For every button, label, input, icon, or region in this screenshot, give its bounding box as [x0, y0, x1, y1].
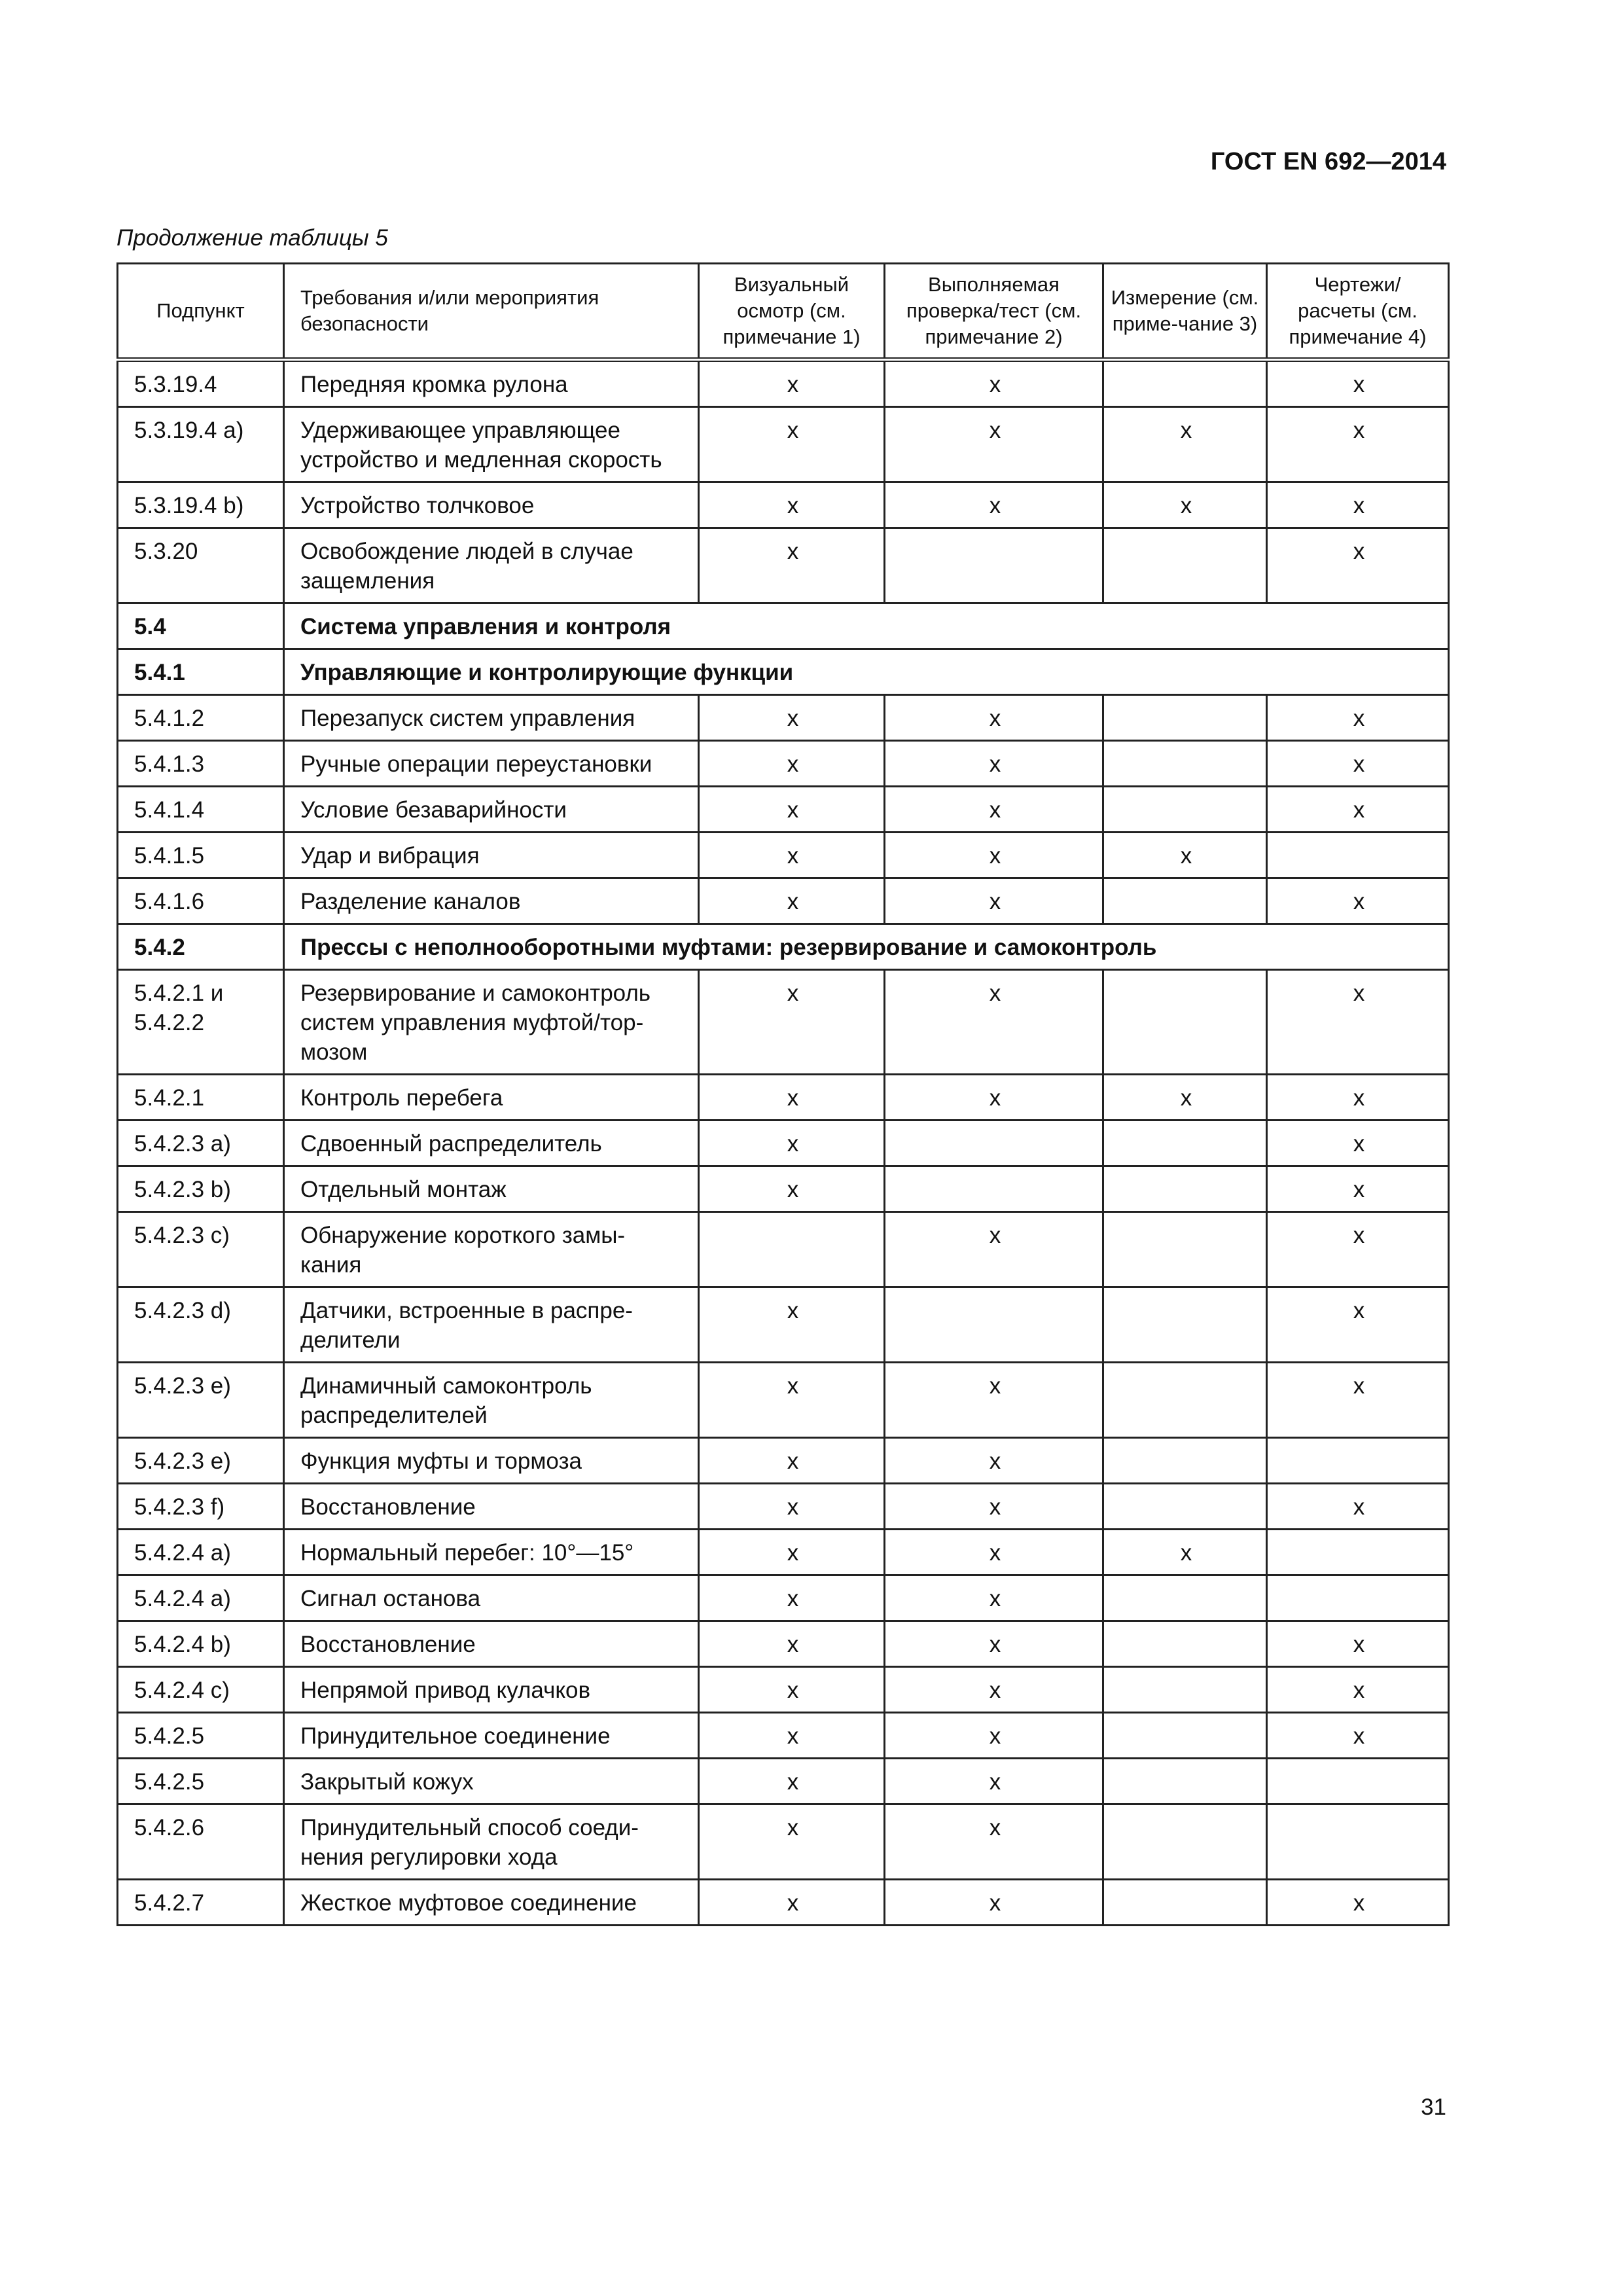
clause-cell: 5.4.2.3 f)	[118, 1484, 284, 1530]
mark-cell	[1267, 1530, 1449, 1575]
mark-cell	[1103, 695, 1267, 741]
table-row	[118, 878, 1449, 924]
mark-cell	[1267, 1804, 1449, 1880]
mark-cell	[1103, 1166, 1267, 1212]
mark-cell: x	[885, 878, 1103, 924]
section-row	[118, 603, 1449, 649]
requirement-cell: Перезапуск систем управления	[284, 695, 699, 741]
requirement-cell: Управляющие и контролирующие функции	[284, 649, 1449, 695]
table-row	[118, 1759, 1449, 1804]
table-row	[118, 695, 1449, 741]
requirement-cell: Устройство толчковое	[284, 482, 699, 528]
requirement-cell: Динамичный самоконтроль распределителей	[284, 1363, 699, 1438]
clause-cell: 5.4.2.3 e)	[118, 1363, 284, 1438]
mark-cell: x	[1267, 1880, 1449, 1926]
mark-cell	[1267, 833, 1449, 878]
mark-cell: x	[699, 360, 885, 407]
mark-cell: x	[885, 1438, 1103, 1484]
mark-cell: x	[1103, 482, 1267, 528]
clause-cell: 5.4.2.3 a)	[118, 1121, 284, 1166]
mark-cell	[699, 1212, 885, 1287]
clause-cell: 5.4.2.1	[118, 1075, 284, 1121]
clause-cell: 5.4.2	[118, 924, 284, 970]
mark-cell	[885, 1121, 1103, 1166]
requirement-cell: Ручные операции переустановки	[284, 741, 699, 787]
mark-cell	[1103, 970, 1267, 1075]
clause-cell: 5.4.1	[118, 649, 284, 695]
mark-cell: x	[699, 1575, 885, 1621]
requirement-cell: Отдельный монтаж	[284, 1166, 699, 1212]
mark-cell	[1103, 1121, 1267, 1166]
requirement-cell: Закрытый кожух	[284, 1759, 699, 1804]
table-row	[118, 1166, 1449, 1212]
mark-cell: x	[699, 1484, 885, 1530]
column-header-visual-inspection: Визуальный осмотр (см. примечание 1)	[699, 264, 885, 360]
requirement-cell: Разделение каналов	[284, 878, 699, 924]
clause-cell: 5.3.19.4 a)	[118, 407, 284, 482]
table-row	[118, 833, 1449, 878]
mark-cell: x	[885, 1667, 1103, 1713]
mark-cell: x	[1103, 1075, 1267, 1121]
table-row	[118, 528, 1449, 603]
mark-cell	[1267, 1575, 1449, 1621]
requirement-cell: Принудительное соединение	[284, 1713, 699, 1759]
table-row	[118, 787, 1449, 833]
clause-cell: 5.4.1.2	[118, 695, 284, 741]
mark-cell	[885, 1166, 1103, 1212]
mark-cell: x	[1267, 360, 1449, 407]
mark-cell: x	[1267, 482, 1449, 528]
mark-cell: x	[699, 1166, 885, 1212]
table-body	[118, 360, 1449, 1926]
requirement-cell: Непрямой привод кулачков	[284, 1667, 699, 1713]
mark-cell: x	[699, 878, 885, 924]
mark-cell: x	[699, 1363, 885, 1438]
table-row	[118, 1484, 1449, 1530]
requirement-cell: Резервирование и самоконтроль систем управления муфтой/тор-мозом	[284, 970, 699, 1075]
clause-cell: 5.3.19.4 b)	[118, 482, 284, 528]
clause-cell: 5.3.20	[118, 528, 284, 603]
clause-cell: 5.4.1.4	[118, 787, 284, 833]
requirement-cell: Функция муфты и тормоза	[284, 1438, 699, 1484]
column-header-drawings: Чертежи/ расчеты (см. примечание 4)	[1267, 264, 1449, 360]
mark-cell: x	[699, 407, 885, 482]
mark-cell: x	[1267, 1166, 1449, 1212]
clause-cell: 5.3.19.4	[118, 360, 284, 407]
clause-cell: 5.4.2.4 a)	[118, 1530, 284, 1575]
mark-cell: x	[885, 1212, 1103, 1287]
mark-cell: x	[885, 482, 1103, 528]
mark-cell	[1103, 741, 1267, 787]
table-row	[118, 1713, 1449, 1759]
mark-cell	[1103, 360, 1267, 407]
mark-cell: x	[1267, 1484, 1449, 1530]
mark-cell: x	[699, 787, 885, 833]
clause-cell: 5.4.2.4 b)	[118, 1621, 284, 1667]
table-caption: Продолжение таблицы 5	[116, 225, 388, 251]
mark-cell	[1103, 1287, 1267, 1363]
requirement-cell: Условие безаварийности	[284, 787, 699, 833]
mark-cell	[1103, 1575, 1267, 1621]
mark-cell: x	[1267, 741, 1449, 787]
mark-cell: x	[885, 787, 1103, 833]
mark-cell	[1103, 1804, 1267, 1880]
clause-cell: 5.4.1.3	[118, 741, 284, 787]
clause-cell: 5.4.2.6	[118, 1804, 284, 1880]
section-row	[118, 924, 1449, 970]
section-row	[118, 649, 1449, 695]
table-row	[118, 360, 1449, 407]
table-row	[118, 1121, 1449, 1166]
table-row	[118, 1575, 1449, 1621]
clause-cell: 5.4.2.4 c)	[118, 1667, 284, 1713]
mark-cell: x	[885, 1880, 1103, 1926]
table-row	[118, 407, 1449, 482]
mark-cell	[1103, 1759, 1267, 1804]
mark-cell: x	[1267, 1287, 1449, 1363]
mark-cell	[885, 1287, 1103, 1363]
mark-cell: x	[699, 833, 885, 878]
mark-cell	[1103, 1667, 1267, 1713]
mark-cell: x	[885, 1759, 1103, 1804]
requirement-cell: Восстановление	[284, 1484, 699, 1530]
requirement-cell: Восстановление	[284, 1621, 699, 1667]
mark-cell: x	[699, 482, 885, 528]
clause-cell: 5.4.2.3 b)	[118, 1166, 284, 1212]
mark-cell: x	[1267, 1363, 1449, 1438]
clause-cell: 5.4.2.5	[118, 1759, 284, 1804]
requirement-cell: Удерживающее управляющее устройство и медленная скорость	[284, 407, 699, 482]
mark-cell: x	[885, 1530, 1103, 1575]
mark-cell: x	[699, 528, 885, 603]
mark-cell: x	[699, 1880, 885, 1926]
table-row	[118, 1880, 1449, 1926]
requirement-cell: Обнаружение короткого замы-кания	[284, 1212, 699, 1287]
mark-cell: x	[699, 1287, 885, 1363]
table-row	[118, 1075, 1449, 1121]
mark-cell: x	[885, 407, 1103, 482]
mark-cell: x	[885, 1621, 1103, 1667]
mark-cell	[1103, 1484, 1267, 1530]
mark-cell: x	[1267, 528, 1449, 603]
mark-cell	[1103, 1880, 1267, 1926]
mark-cell: x	[1267, 695, 1449, 741]
safety-requirements-table	[116, 262, 1450, 1926]
mark-cell: x	[885, 1484, 1103, 1530]
requirement-cell: Жесткое муфтовое соединение	[284, 1880, 699, 1926]
mark-cell: x	[1267, 407, 1449, 482]
requirement-cell: Сигнал останова	[284, 1575, 699, 1621]
requirement-cell: Нормальный перебег: 10°—15°	[284, 1530, 699, 1575]
mark-cell	[1103, 1713, 1267, 1759]
mark-cell: x	[1267, 1121, 1449, 1166]
table-row	[118, 970, 1449, 1075]
mark-cell: x	[699, 1621, 885, 1667]
clause-cell: 5.4.2.5	[118, 1713, 284, 1759]
requirement-cell: Прессы с неполнооборотными муфтами: резервирование и самоконтроль	[284, 924, 1449, 970]
mark-cell: x	[1267, 787, 1449, 833]
mark-cell	[1103, 1621, 1267, 1667]
requirement-cell: Принудительный способ соеди-нения регулировки хода	[284, 1804, 699, 1880]
clause-cell: 5.4.1.5	[118, 833, 284, 878]
mark-cell: x	[699, 741, 885, 787]
requirement-cell: Контроль перебега	[284, 1075, 699, 1121]
mark-cell	[1103, 528, 1267, 603]
table-header-row	[118, 264, 1449, 360]
column-header-requirements: Требования и/или мероприятия безопасности	[284, 264, 699, 360]
column-header-test: Выполняемая проверка/тест (см. примечание 2)	[885, 264, 1103, 360]
mark-cell	[1267, 1438, 1449, 1484]
table-row	[118, 1530, 1449, 1575]
mark-cell: x	[885, 741, 1103, 787]
mark-cell: x	[699, 1438, 885, 1484]
mark-cell: x	[699, 1530, 885, 1575]
mark-cell	[1103, 787, 1267, 833]
mark-cell: x	[699, 1667, 885, 1713]
mark-cell: x	[699, 1804, 885, 1880]
clause-cell: 5.4.2.4 a)	[118, 1575, 284, 1621]
mark-cell: x	[1267, 1075, 1449, 1121]
mark-cell: x	[1267, 1212, 1449, 1287]
mark-cell	[1103, 878, 1267, 924]
mark-cell: x	[699, 970, 885, 1075]
mark-cell: x	[699, 1713, 885, 1759]
mark-cell: x	[1267, 1621, 1449, 1667]
clause-cell: 5.4.1.6	[118, 878, 284, 924]
table-row	[118, 1212, 1449, 1287]
table-row	[118, 1363, 1449, 1438]
mark-cell: x	[885, 1075, 1103, 1121]
mark-cell	[1267, 1759, 1449, 1804]
mark-cell: x	[1103, 407, 1267, 482]
requirement-cell: Датчики, встроенные в распре-делители	[284, 1287, 699, 1363]
table-row	[118, 741, 1449, 787]
table-row	[118, 482, 1449, 528]
table-row	[118, 1438, 1449, 1484]
mark-cell: x	[699, 1075, 885, 1121]
mark-cell: x	[1267, 878, 1449, 924]
column-header-clause: Подпункт	[118, 264, 284, 360]
clause-cell: 5.4.2.3 c)	[118, 1212, 284, 1287]
page-number: 31	[1421, 2094, 1446, 2120]
clause-cell: 5.4	[118, 603, 284, 649]
clause-cell: 5.4.2.1 и 5.4.2.2	[118, 970, 284, 1075]
mark-cell	[885, 528, 1103, 603]
mark-cell	[1103, 1212, 1267, 1287]
mark-cell: x	[1267, 1713, 1449, 1759]
mark-cell: x	[885, 970, 1103, 1075]
mark-cell: x	[699, 1759, 885, 1804]
mark-cell	[1103, 1363, 1267, 1438]
mark-cell: x	[1267, 970, 1449, 1075]
requirement-cell: Система управления и контроля	[284, 603, 1449, 649]
column-header-measurement: Измерение (см. приме-чание 3)	[1103, 264, 1267, 360]
mark-cell: x	[1103, 1530, 1267, 1575]
mark-cell: x	[885, 833, 1103, 878]
requirement-cell: Передняя кромка рулона	[284, 360, 699, 407]
clause-cell: 5.4.2.7	[118, 1880, 284, 1926]
mark-cell: x	[885, 1575, 1103, 1621]
mark-cell: x	[885, 1363, 1103, 1438]
mark-cell: x	[885, 695, 1103, 741]
clause-cell: 5.4.2.3 e)	[118, 1438, 284, 1484]
mark-cell	[1103, 1438, 1267, 1484]
clause-cell: 5.4.2.3 d)	[118, 1287, 284, 1363]
document-code: ГОСТ EN 692—2014	[1210, 148, 1446, 175]
table-row	[118, 1667, 1449, 1713]
mark-cell: x	[1103, 833, 1267, 878]
requirement-cell: Сдвоенный распределитель	[284, 1121, 699, 1166]
mark-cell: x	[885, 1804, 1103, 1880]
mark-cell: x	[885, 1713, 1103, 1759]
table-row	[118, 1804, 1449, 1880]
mark-cell: x	[885, 360, 1103, 407]
mark-cell: x	[1267, 1667, 1449, 1713]
requirement-cell: Удар и вибрация	[284, 833, 699, 878]
mark-cell: x	[699, 695, 885, 741]
mark-cell: x	[699, 1121, 885, 1166]
table-row	[118, 1287, 1449, 1363]
table-row	[118, 1621, 1449, 1667]
requirement-cell: Освобождение людей в случае защемления	[284, 528, 699, 603]
